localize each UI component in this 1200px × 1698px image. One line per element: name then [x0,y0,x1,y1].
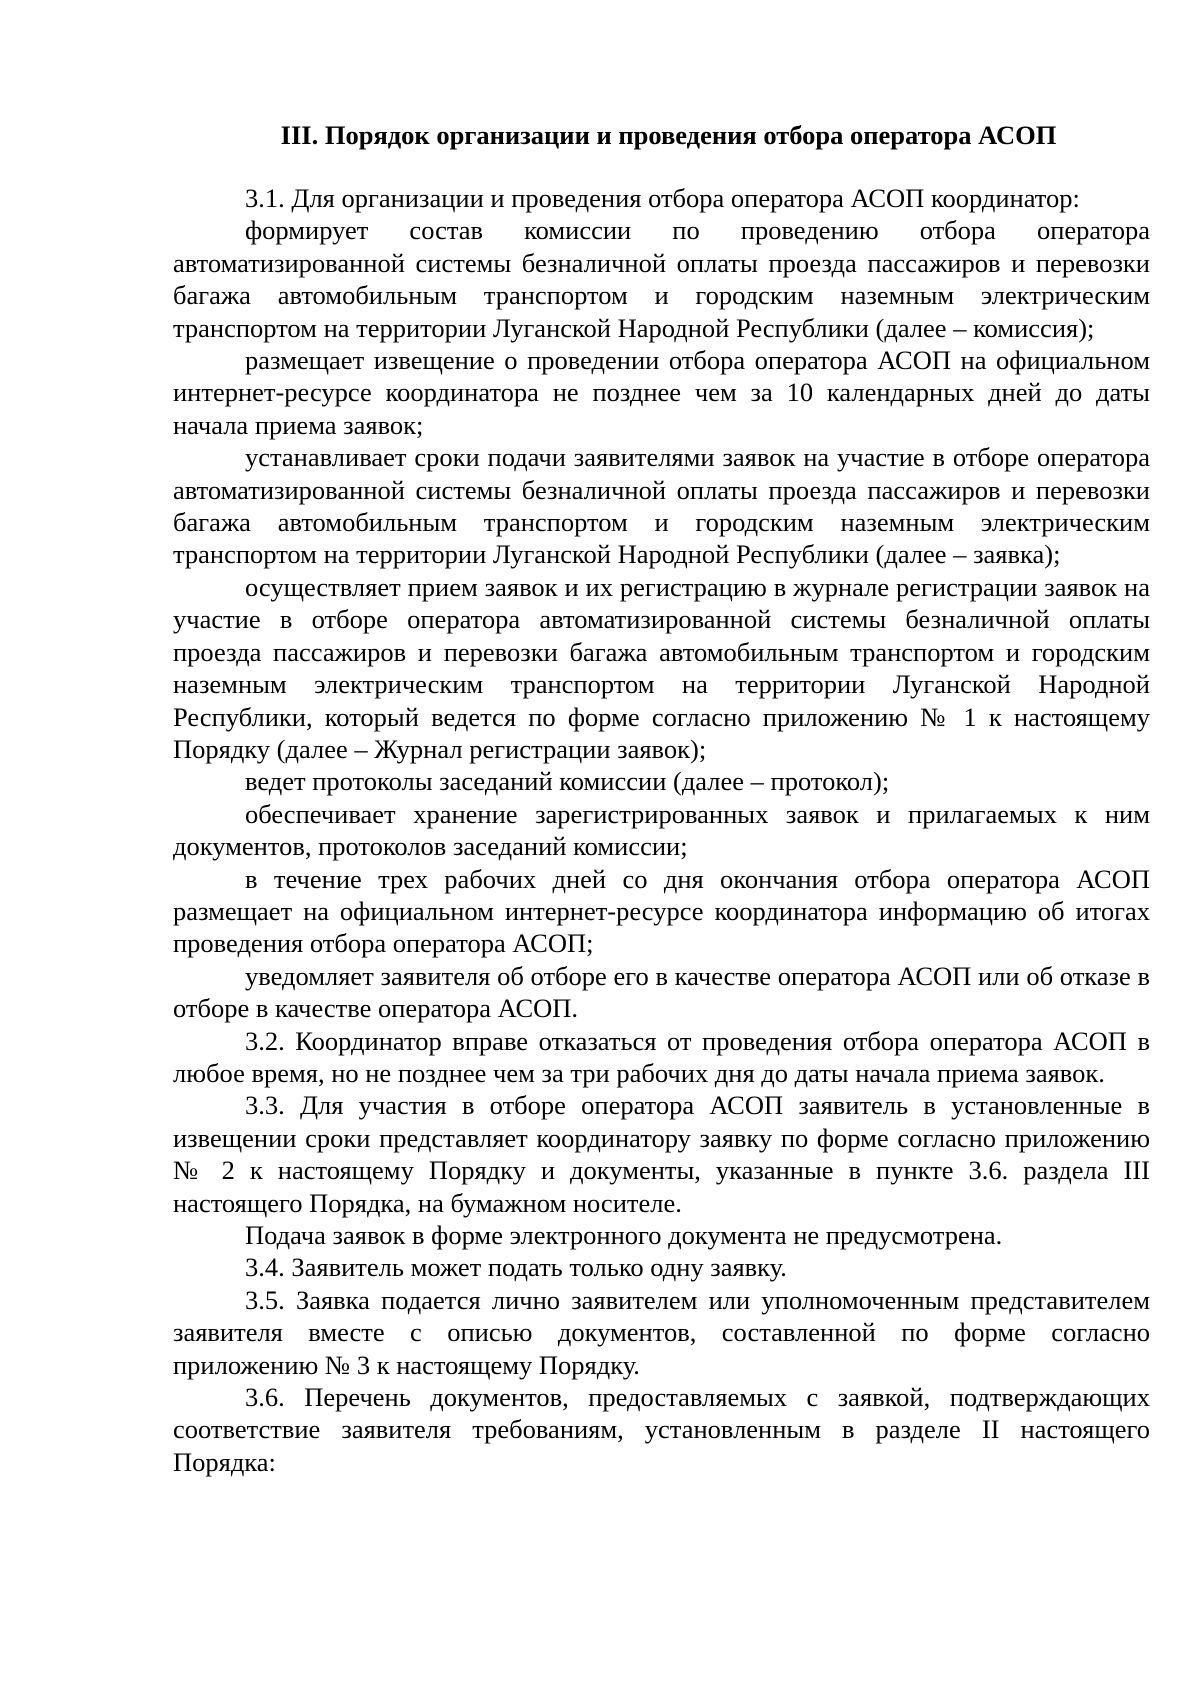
paragraph-electronic: Подача заявок в форме электронного документа не предусмотрена. [245,1220,1003,1250]
paragraph-notice: размещает извещение о проведении отбора оператора АСОП на официальном интернет-ресурсе координатора не позднее чем за 10 календарных дней до даты начала приема заявок; [173,345,1150,440]
paragraph-storage: обеспечивает хранение зарегистрированных заявок и прилагаемых к ним документов, протоколов заседаний комиссии; [173,798,1150,862]
paragraph-3-1: 3.1. Для организации и проведения отбора оператора АСОП координатор: [245,183,1080,213]
paragraph-results: в течение трех рабочих дней со дня окончания отбора оператора АСОП размещает на официальном интернет-ресурсе координатора информацию об итогах проведения отбора оператора АСОП; [173,863,1150,959]
paragraph-3-3: 3.3. Для участия в отборе оператора АСОП заявитель в установленные в извещении сроки представляет координатору заявку по форме согласно приложению № 2 к настоящему Порядку и документы, указанные в пункте 3.6. раздела III настоящего Порядка, на бумажном носителе. [173,1090,1150,1218]
paragraph-3-2: 3.2. Координатор вправе отказаться от проведения отбора оператора АСОП в любое время, но не позднее чем за три рабочих дня до даты начала приема заявок. [173,1025,1150,1088]
paragraph-notification: уведомляет заявителя об отборе его в качестве оператора АСОП или об отказе в отборе в качестве оператора АСОП. [173,960,1150,1024]
paragraph-3-4: 3.4. Заявитель может подать только одну заявку. [245,1252,787,1283]
paragraph-registration: осуществляет прием заявок и их регистрацию в журнале регистрации заявок на участие в отборе оператора автоматизированной системы безналичной оплаты проезда пассажиров и перевозки багажа автомобильным транспортом и городским наземным электрическим транспортом на территории Луганской Народной Республики, который ведется по форме согласно приложению № 1 к настоящему Порядку (далее – Журнал регистрации заявок); [173,571,1150,764]
paragraph-3-6: 3.6. Перечень документов, предоставляемых с заявкой, подтверждающих соответствие заявителя требованиям, установленным в разделе II настоящего Порядка: [173,1382,1150,1477]
paragraph-commission: формирует состав комиссии по проведению отбора оператора автоматизированной системы безналичной оплаты проезда пассажиров и перевозки багажа автомобильным транспортом и городским наземным электрическим транспортом на территории Луганской Народной Республики (далее – комиссия); [173,215,1150,343]
document-body [173,182,1150,1478]
paragraph-protocols: ведет протоколы заседаний комиссии (далее – протокол); [245,766,890,797]
paragraph-deadlines: устанавливает сроки подачи заявителями заявок на участие в отборе оператора автоматизированной системы безналичной оплаты проезда пассажиров и перевозки багажа автомобильным транспортом и городским наземным электрическим транспортом на территории Луганской Народной Республики (далее – заявка); [173,442,1150,570]
section-title: III. Порядок организации и проведения отбора оператора АСОП [280,120,1057,150]
paragraph-3-5: 3.5. Заявка подается лично заявителем или уполномоченным представителем заявителя вместе с описью документов, составленной по форме согласно приложению № 3 к настоящему Порядку. [173,1284,1150,1380]
document-page [173,118,1150,1478]
